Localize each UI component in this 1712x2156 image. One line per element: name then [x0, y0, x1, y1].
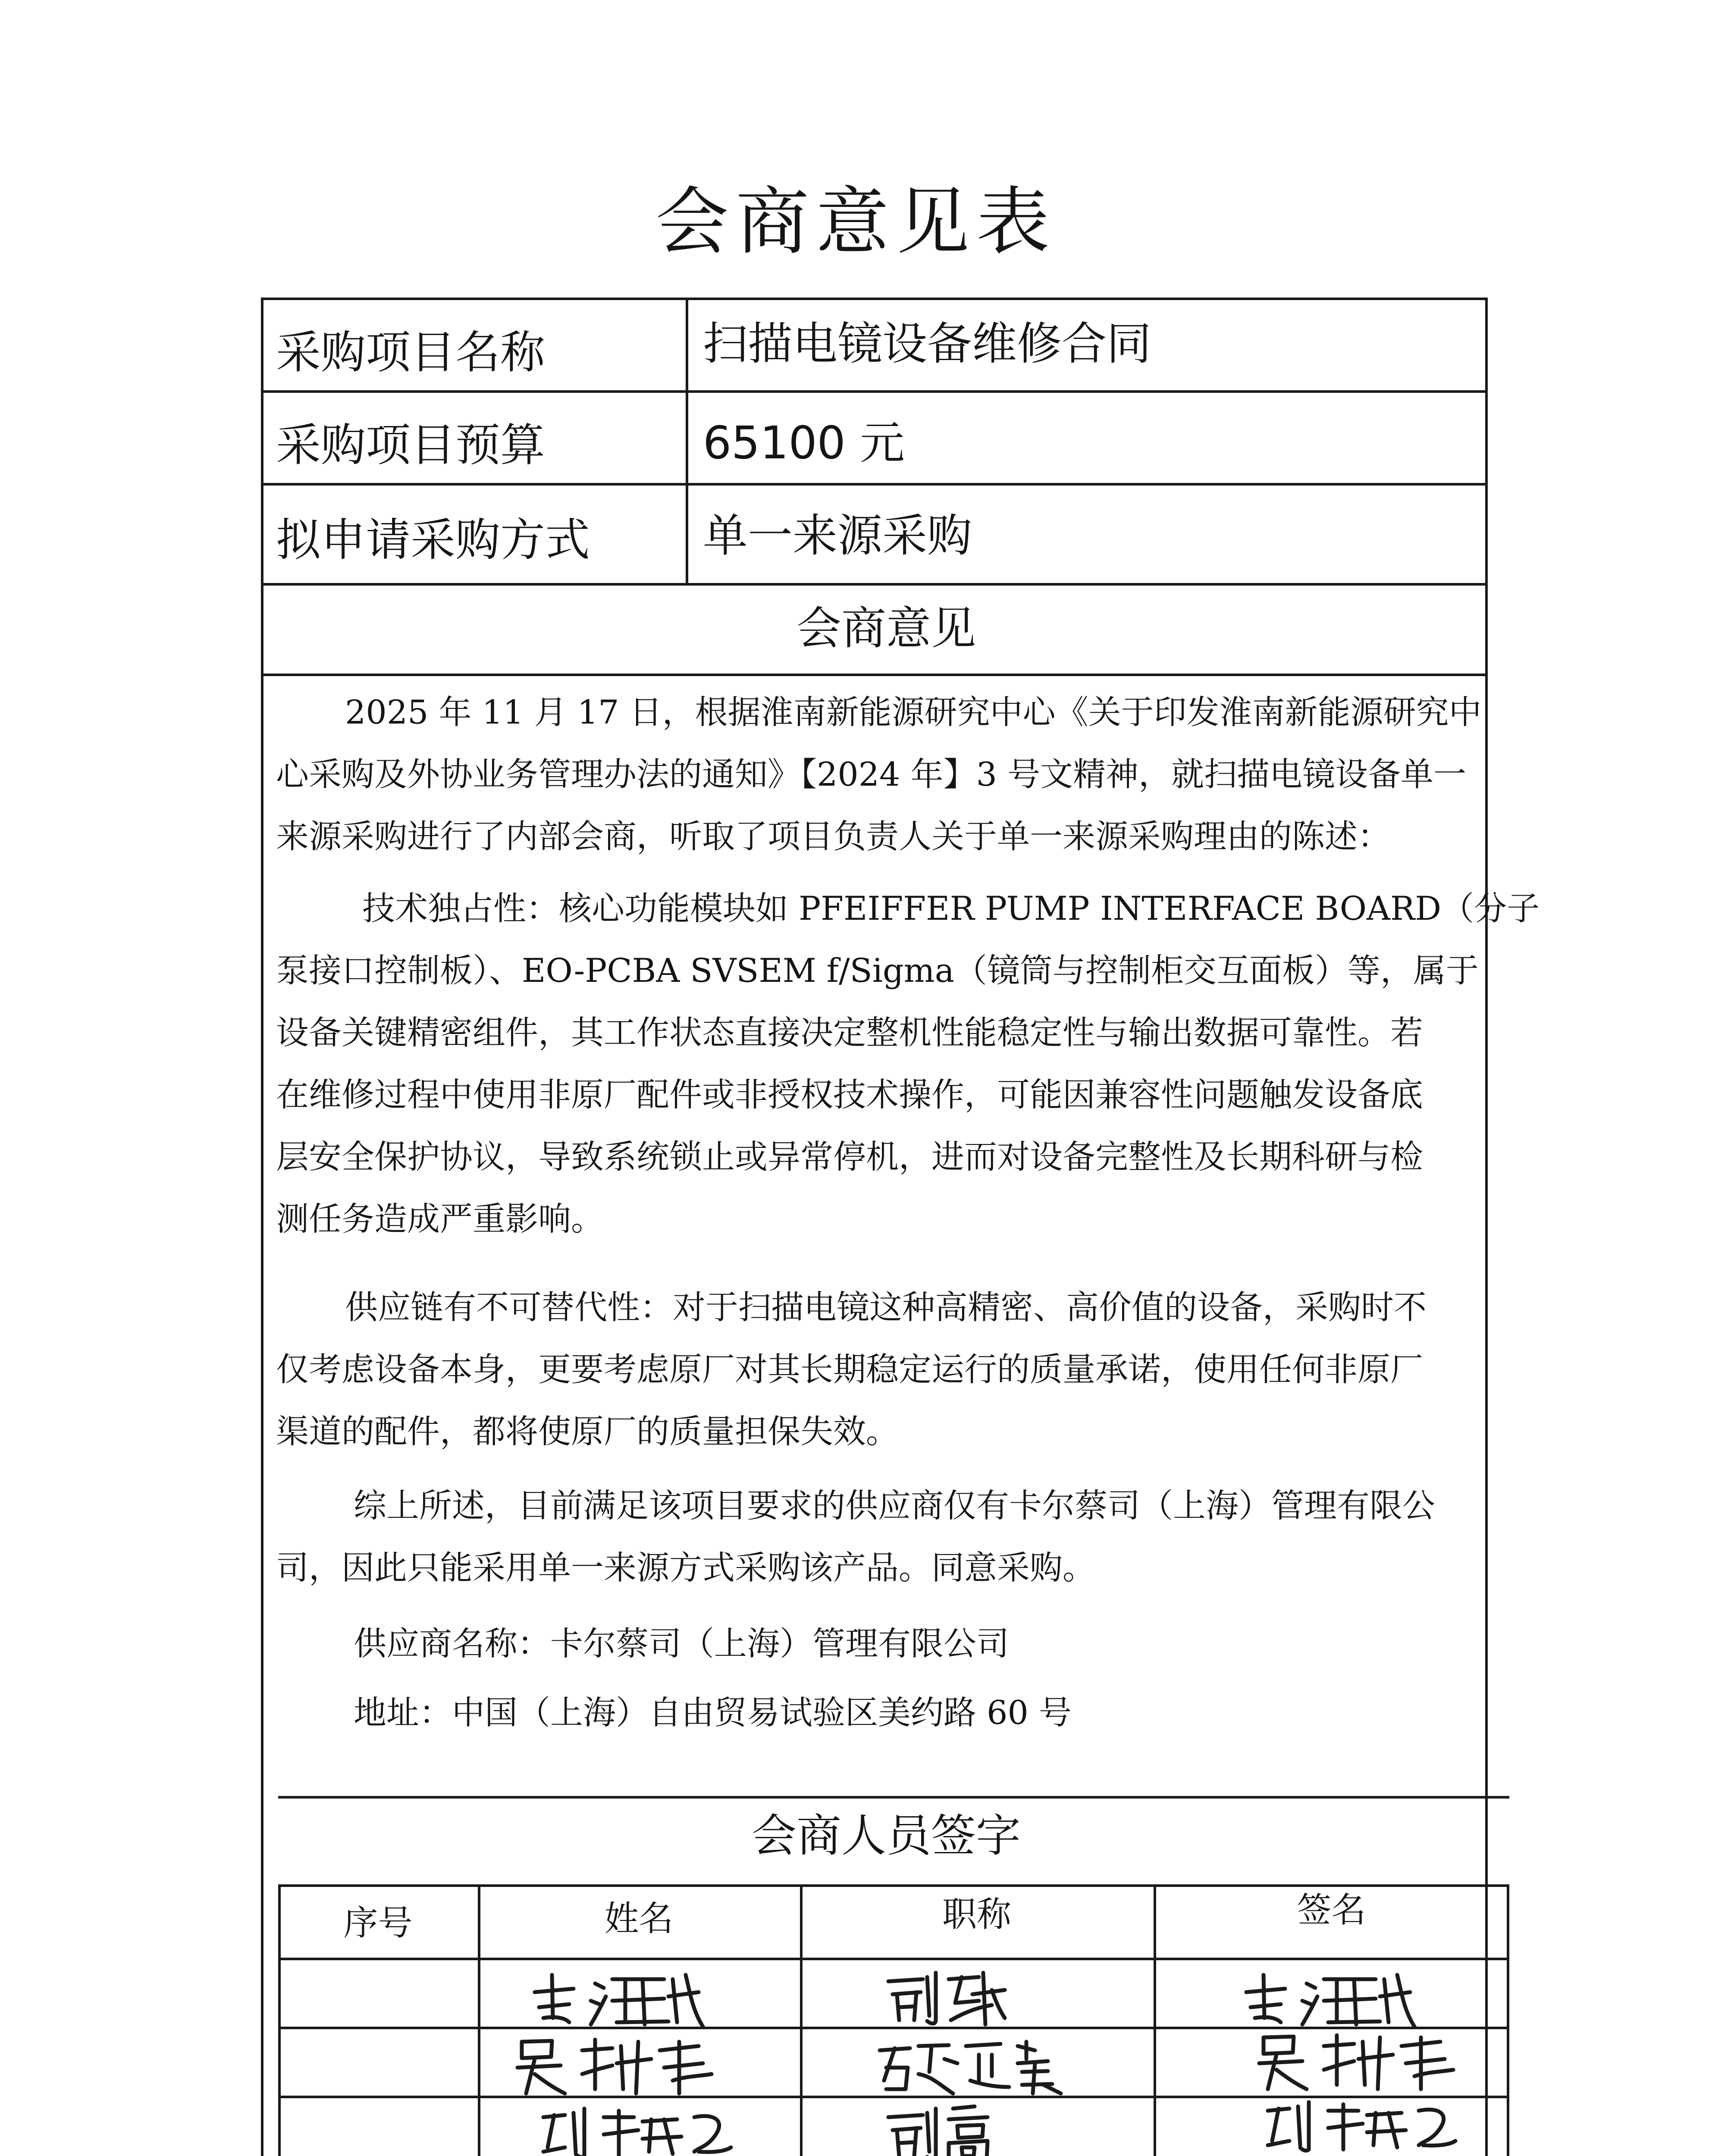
- project-budget-value: 65100 元: [703, 417, 905, 469]
- paragraph-line: 泵接口控制板）、EO-PCBA SVSEM f/Sigma（镜筒与控制柜交互面板）等，属于: [276, 951, 1479, 990]
- opinion-paragraph-1: [276, 681, 1492, 868]
- row-divider: [261, 674, 1488, 676]
- handwritten-name-row-1: [526, 1966, 707, 2033]
- handwritten-title-row-1: [880, 1964, 1009, 2031]
- purchase-method-value: 单一来源采购: [703, 509, 972, 562]
- column-header-index: 序号: [343, 1903, 413, 1943]
- purchase-method-label: 拟申请采购方式: [276, 514, 590, 566]
- handwritten-signature-row-3: [1259, 2098, 1458, 2156]
- supplier-address: [354, 1682, 1570, 1744]
- paragraph-line: 设备关键精密组件，其工作状态直接决定整机性能稳定性与输出数据可靠性。若: [276, 1013, 1423, 1052]
- row-divider: [278, 1796, 1509, 1799]
- supplier-line: 供应商名称：卡尔蔡司（上海）管理有限公司: [354, 1624, 1009, 1663]
- paragraph-line: 2025 年 11 月 17 日，根据淮南新能源研究中心《关于印发淮南新能源研究中: [345, 693, 1482, 731]
- supplier-name: [354, 1613, 1570, 1675]
- signature-heading: 会商人员签字: [751, 1809, 1021, 1862]
- paragraph-line: 心采购及外协业务管理办法的通知》【2024 年】3 号文精神，就扫描电镜设备单一: [276, 755, 1467, 793]
- project-budget-label: 采购项目预算: [276, 419, 546, 471]
- paragraph-line: 层安全保护协议，导致系统锁止或异常停机，进而对设备完整性及长期科研与检: [276, 1138, 1423, 1176]
- paragraph-line: 测任务造成严重影响。: [276, 1200, 604, 1238]
- paragraph-line: 司，因此只能采用单一来源方式采购该产品。同意采购。: [276, 1548, 1095, 1587]
- handwritten-name-row-2: [509, 2033, 716, 2100]
- paragraph-line: 技术独占性：核心功能模块如 PFEIFFER PUMP INTERFACE BOARD（分子: [362, 889, 1540, 928]
- opinion-heading: 会商意见: [796, 602, 976, 655]
- paragraph-line: 渠道的配件，都将使原厂的质量担保失效。: [276, 1412, 899, 1451]
- address-line: 地址：中国（上海）自由贸易试验区美约路 60 号: [354, 1693, 1072, 1732]
- row-divider: [261, 390, 1488, 393]
- opinion-paragraph-2: [276, 877, 1540, 1250]
- paragraph-line: 仅考虑设备本身，更要考虑原厂对其长期稳定运行的质量承诺，使用任何非原厂: [276, 1350, 1423, 1388]
- opinion-paragraph-4: [276, 1475, 1492, 1599]
- column-divider: [686, 298, 688, 586]
- row-divider: [278, 1958, 1509, 1960]
- paragraph-line: 供应链有不可替代性：对于扫描电镜这种高精密、高价值的设备，采购时不: [345, 1288, 1427, 1326]
- handwritten-signature-row-2: [1251, 2029, 1458, 2095]
- project-name-value: 扫描电镜设备维修合同: [703, 317, 1152, 370]
- row-divider: [261, 583, 1488, 586]
- paragraph-line: 综上所述，目前满足该项目要求的供应商仅有卡尔蔡司（上海）管理有限公: [354, 1486, 1435, 1525]
- column-header-signature: 签名: [1297, 1890, 1366, 1930]
- column-header-name: 姓名: [604, 1899, 674, 1939]
- handwritten-title-row-2: [871, 2033, 1078, 2100]
- page-title: 会商意见表: [655, 179, 1057, 265]
- column-header-title: 职称: [942, 1894, 1011, 1934]
- row-divider: [261, 483, 1488, 486]
- handwritten-title-row-3: [880, 2100, 1009, 2156]
- handwritten-name-row-3: [535, 2104, 733, 2156]
- handwritten-signature-row-1: [1238, 1966, 1419, 2033]
- opinion-paragraph-3: [276, 1276, 1492, 1463]
- paragraph-line: 来源采购进行了内部会商，听取了项目负责人关于单一来源采购理由的陈述：: [276, 817, 1390, 856]
- paragraph-line: 在维修过程中使用非原厂配件或非授权技术操作，可能因兼容性问题触发设备底: [276, 1075, 1423, 1114]
- project-name-label: 采购项目名称: [276, 326, 546, 379]
